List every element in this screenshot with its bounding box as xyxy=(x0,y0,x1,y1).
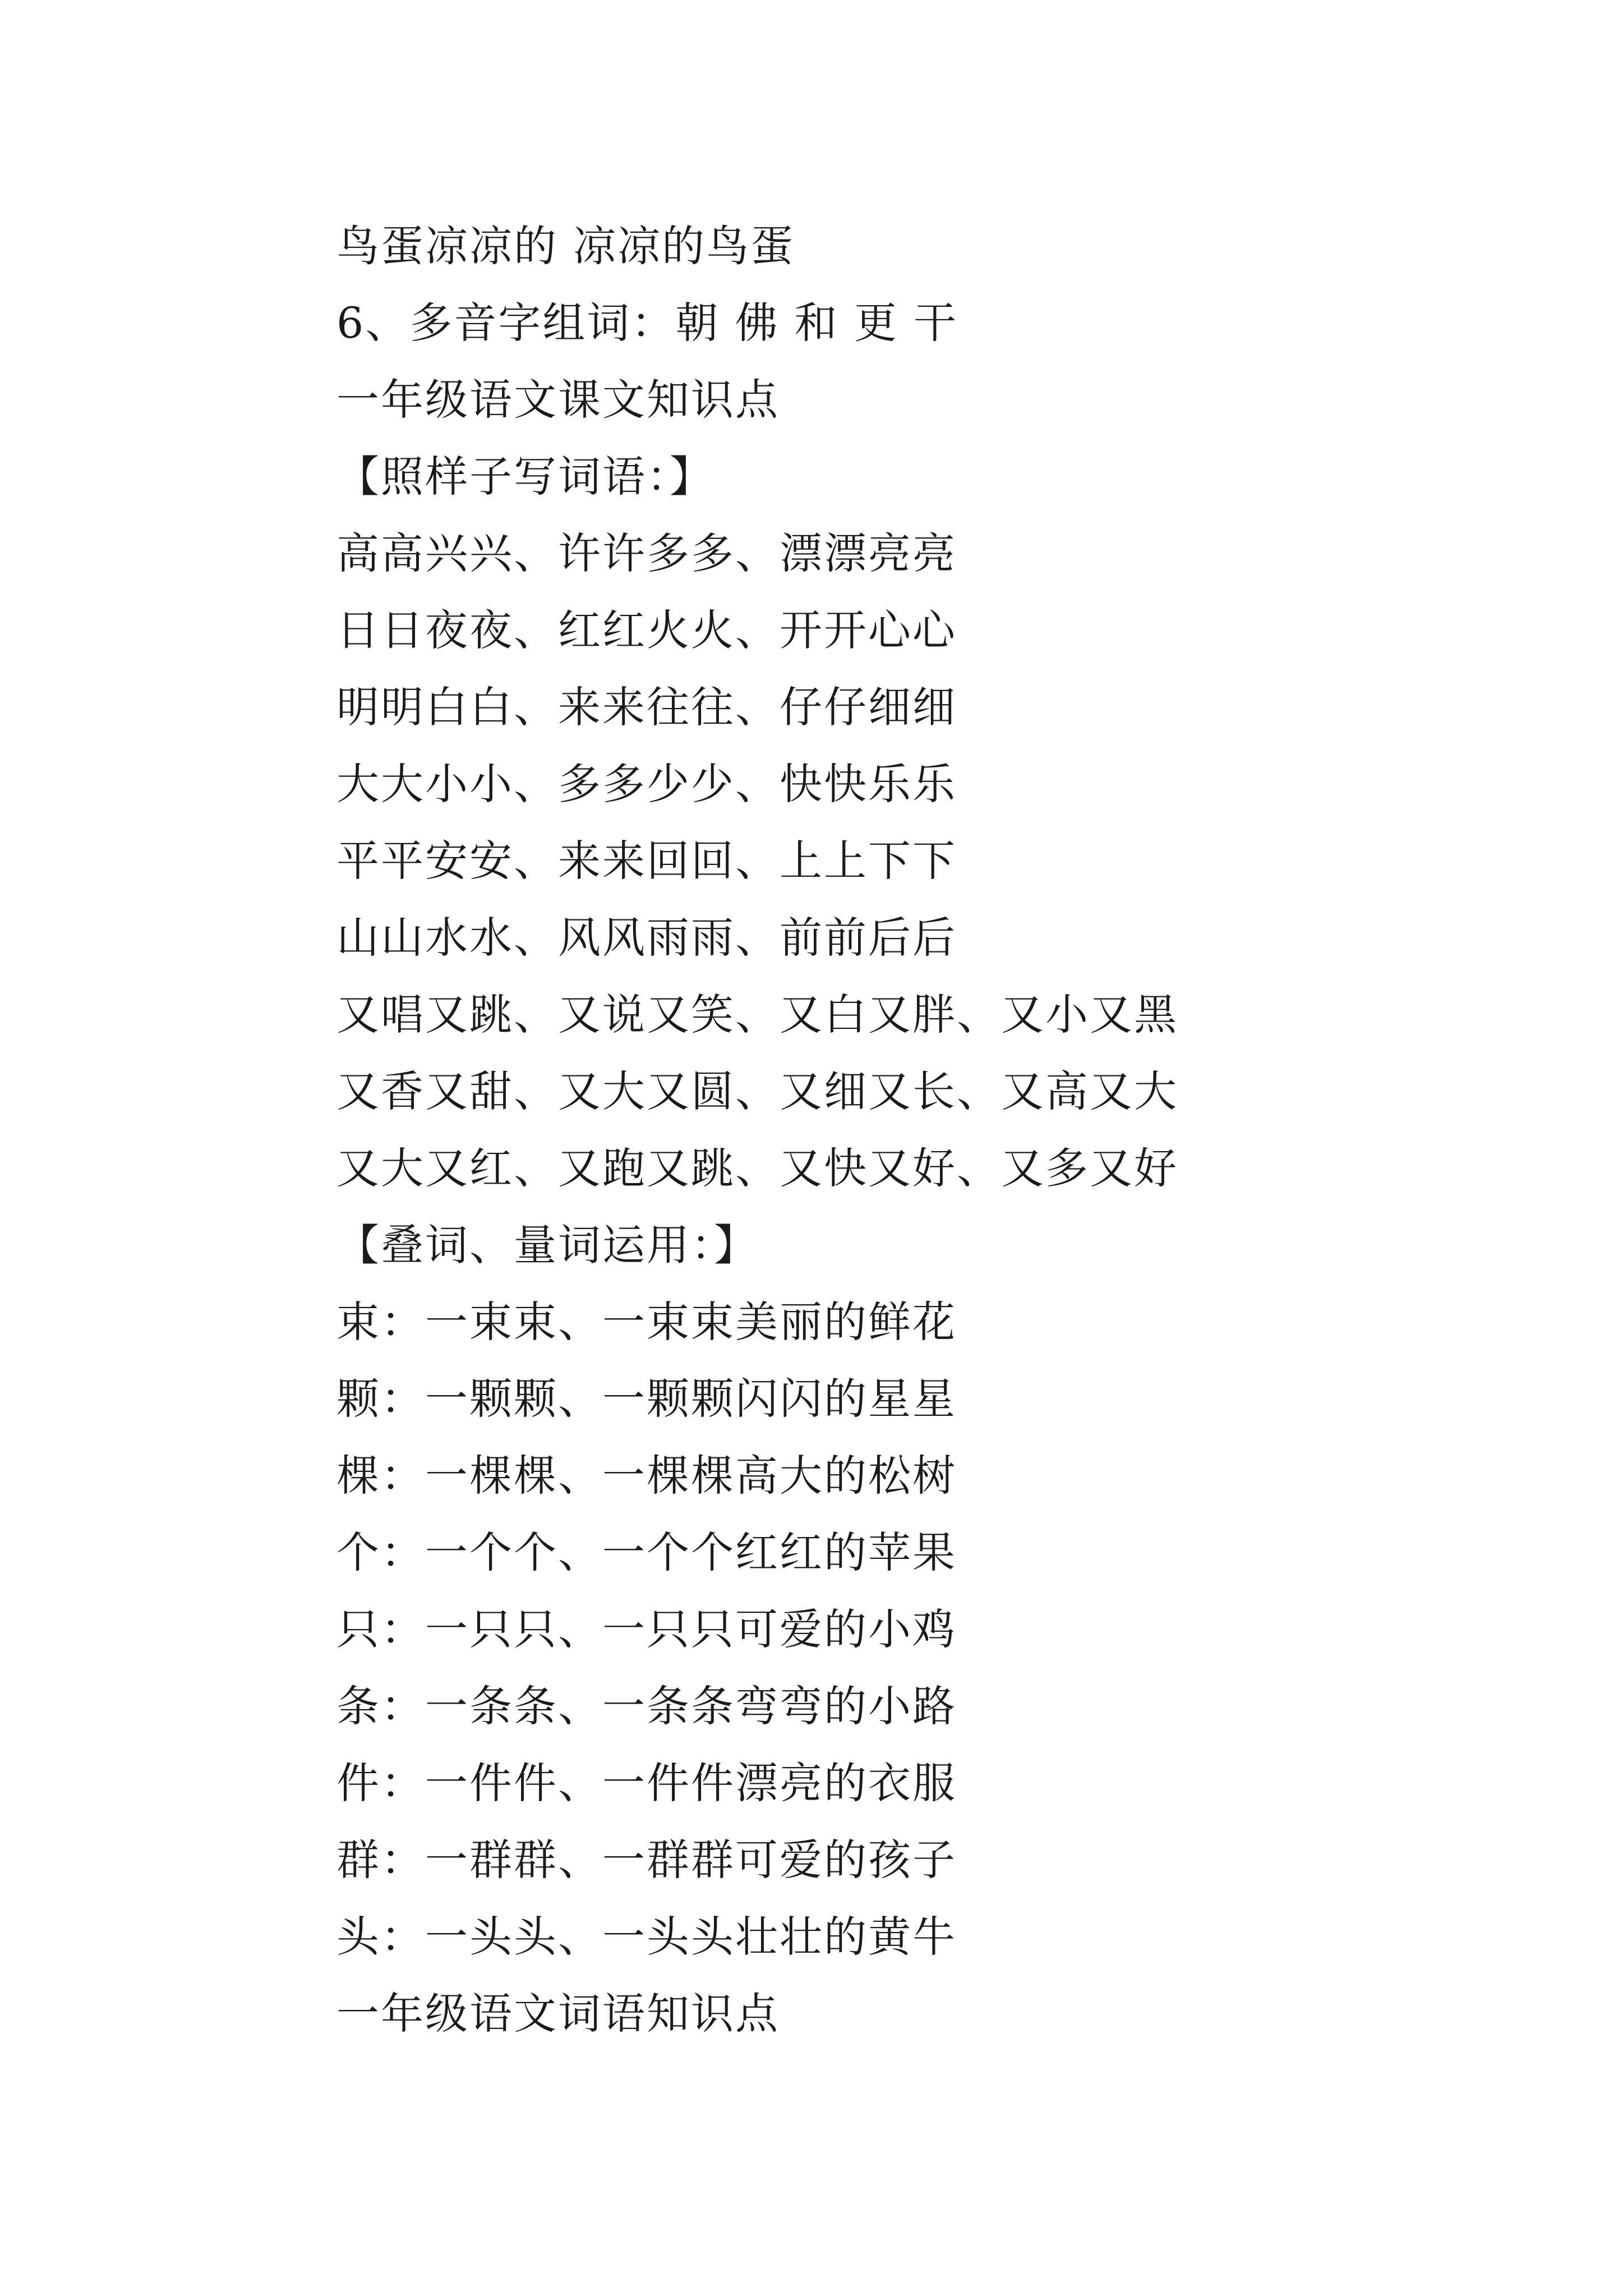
text-line-measure-ge: 个：一个个、一个个红红的苹果 xyxy=(336,1527,957,1577)
text-line-aabb-3: 明明白白、来来往往、仔仔细细 xyxy=(336,682,957,732)
text-line-measure-jian: 件：一件件、一件件漂亮的衣服 xyxy=(336,1758,957,1808)
text-line-aabb-1: 高高兴兴、许许多多、漂漂亮亮 xyxy=(336,528,957,578)
text-line-aabb-6: 山山水水、风风雨雨、前前后后 xyxy=(336,913,957,963)
text-line-you-3: 又大又红、又跑又跳、又快又好、又多又好 xyxy=(336,1143,1178,1193)
text-line-measure-zhi: 只：一只只、一只只可爱的小鸡 xyxy=(336,1604,957,1654)
text-line-bird-eggs: 鸟蛋凉凉的 凉凉的鸟蛋 xyxy=(336,221,795,271)
text-line-polyphonic: 6、多音字组词：朝 佛 和 更 干 xyxy=(336,298,958,348)
text-line-you-1: 又唱又跳、又说又笑、又白又胖、又小又黑 xyxy=(336,990,1178,1039)
section-heading-lesson-points: 一年级语文课文知识点 xyxy=(336,375,780,425)
text-line-measure-tou: 头：一头头、一头头壮壮的黄牛 xyxy=(336,1912,957,1962)
text-body xyxy=(336,208,1514,2052)
text-line-aabb-2: 日日夜夜、红红火火、开开心心 xyxy=(336,605,957,655)
text-line-aabb-5: 平平安安、来来回回、上上下下 xyxy=(336,836,957,886)
section-heading-word-points: 一年级语文词语知识点 xyxy=(336,1989,780,2039)
text-line-measure-shu: 束：一束束、一束束美丽的鲜花 xyxy=(336,1297,957,1347)
text-line-measure-qun: 群：一群群、一群群可爱的孩子 xyxy=(336,1835,957,1885)
text-line-aabb-4: 大大小小、多多少少、快快乐乐 xyxy=(336,759,957,809)
text-line-measure-ke-star: 颗：一颗颗、一颗颗闪闪的星星 xyxy=(336,1374,957,1424)
subheading-measure-words: 【叠词、量词运用：】 xyxy=(336,1220,758,1270)
subheading-write-words: 【照样子写词语：】 xyxy=(336,452,714,501)
text-line-measure-tiao: 条：一条条、一条条弯弯的小路 xyxy=(336,1681,957,1731)
text-line-you-2: 又香又甜、又大又圆、又细又长、又高又大 xyxy=(336,1066,1178,1116)
text-line-measure-ke-tree: 棵：一棵棵、一棵棵高大的松树 xyxy=(336,1451,957,1501)
